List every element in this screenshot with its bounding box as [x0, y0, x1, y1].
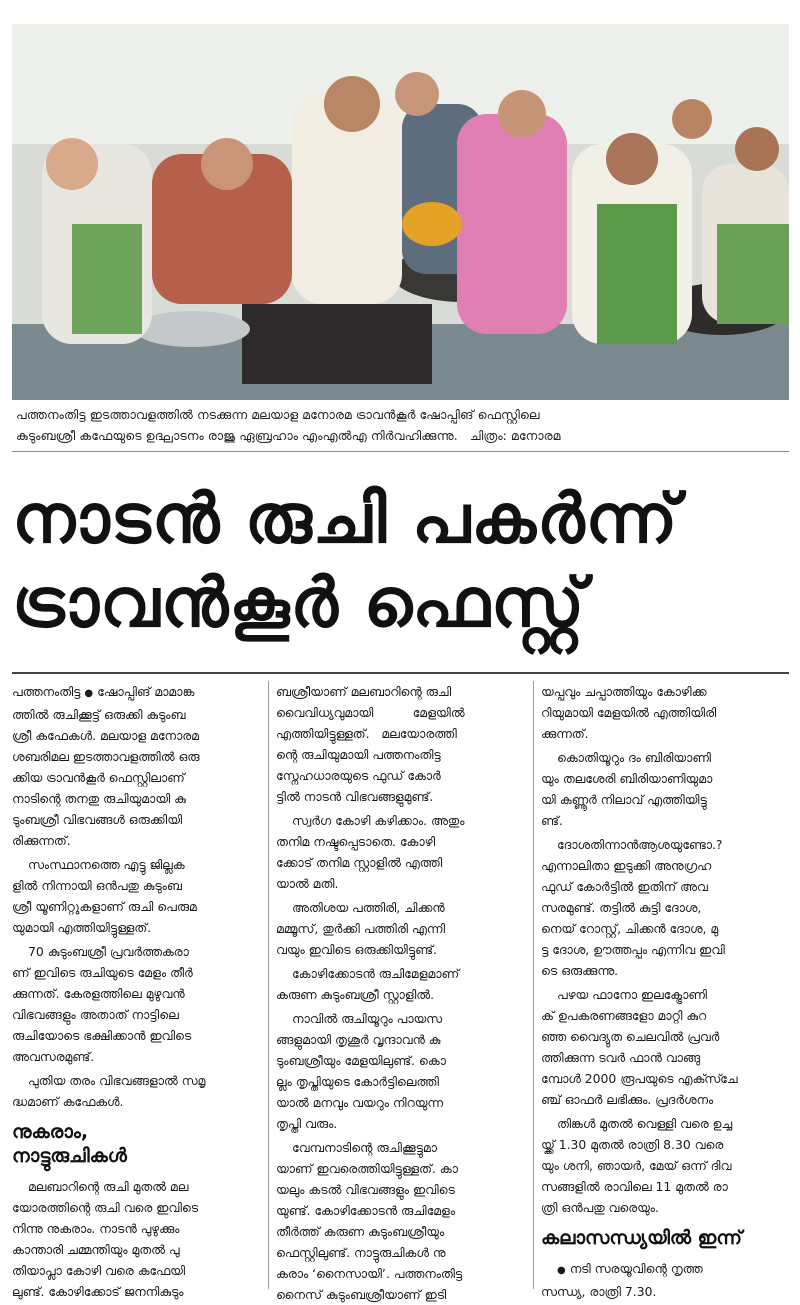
column3-para3: ദോശതിന്നാൻആശയുണ്ടോ.? എന്നാലിതാ ഇടുക്കി അനുഗ്രഹ ഫുഡ് കോർട്ടിൽ ഇതിന് അവ സരമുണ്ട്. തട്ടിൽ കുട്ടി ദോശ, നെയ് റോസ്റ്റ്, ചിക്കൻ ദോശ, മു ട്ട ദോശ, ഊത്തപ്പം എന്നിവ ഇവി ടെ ഒരുക്കുന്നു.	[541, 837, 725, 978]
column2-para6: വേമ്പനാടിന്റെ രുചിക്കൂട്ടുമാ യാണ് ഇവരെത്തിയിട്ടുള്ളത്. കാ യലും കടൽ വിഭവങ്ങളും ഇവിടെ യുണ്ട്. കോഴിക്കോടൻ രുചിമേളം തീർത്ത് കരുണ കുടുംബശ്രീയും ഫെസ്റ്റിലുണ്ട്. നാട്ടുരുചികൾ നു കരാം ‘നൈസായി’. പത്തനംതിട്ട നൈസ് കുടുംബശ്രീയാണ് ഇടി	[276, 1140, 463, 1302]
column2-para1: ബശ്രീയാണ് മലബാറിന്റെ രുചി വൈവിധ്യവുമായി മേളയിൽ എത്തിയിട്ടുള്ളത്. മലയോരത്തി ന്റെ രുചിയുമായി പത്തനംതിട്ട സ്നേഹധാരയുടെ ഫുഡ് കോർ ട്ടിൽ നാടൻ വിഭവങ്ങളുമുണ്ട്.	[276, 684, 465, 804]
column3-para2: കൊതിയൂറും ദം ബിരിയാണി യും തലശേരി ബിരിയാണിയുമാ യി കണ്ണൂർ നിലാവ് എത്തിയിട്ടു ണ്ട്.	[541, 750, 713, 828]
column1-para1: പത്തനംതിട്ട ● ഷോപ്പിങ് മാമാങ്ക ത്തിൽ രുചിക്കൂട്ട് ഒരുക്കി കുടുംബ ശ്രീ കഫേകൾ. മലയാള മനോരമ ശബരിമല ഇടത്താവളത്തിൽ ഒരു ക്കിയ ട്രാവൻകൂർ ഫെസ്റ്റിലാണ് നാടിന്റെ തനതു രുചിയുമായി കു ടുംബശ്രീ വിഭവങ്ങൾ ഒരുക്കിയി രിക്കുന്നത്.	[12, 684, 200, 848]
column1-para4: പുതിയ തരം വിഭവങ്ങളാൽ സമൃ ദ്ധമാണ് കഫേകൾ.	[12, 1073, 206, 1109]
dateline-bullet-icon: ●	[84, 688, 94, 699]
photo-credit: ചിത്രം: മനോരമ	[469, 428, 561, 443]
headline-line-2: ട്രാവൻകൂർ ഫെസ്റ്റ്	[12, 564, 586, 643]
caption-line-2-text: കുടുംബശ്രീ കഫേയുടെ ഉദ്ഘാടനം രാജു ഏബ്രഹാം എംഎൽഎ നിർവഹിക്കുന്നു.	[16, 428, 458, 443]
caption-line-2	[16, 425, 786, 446]
subheading-nukaram: നുകരാം, നാട്ടുരുചികൾ	[12, 1121, 127, 1167]
column2-para4: കോഴിക്കോടൻ രുചിമേളമാണ് കരുണ കുടുംബശ്രീ സ്റ്റാളിൽ.	[276, 966, 460, 1002]
news-photo-illustration	[12, 24, 789, 400]
column-divider-1	[268, 681, 269, 1289]
subheading-kalasandhya: കലാസന്ധ്യയിൽ ഇന്ന്	[541, 1227, 742, 1249]
dateline: പത്തനംതിട്ട	[12, 684, 81, 699]
column-divider-2	[533, 681, 534, 1289]
photo-caption	[16, 404, 786, 446]
column3-para5: തിങ്കൾ മുതൽ വെള്ളി വരെ ഉച്ച യ്ക്ക് 1.30 മുതൽ രാത്രി 8.30 വരെ യും ശനി, ഞായർ, മേയ് ഒന്ന് ദിവ സങ്ങളിൽ രാവിലെ 11 മുതൽ രാ ത്രി ഒൻപതു വരെയും.	[541, 1116, 733, 1215]
column2-para2: സ്വർഗ കോഴി കഴിക്കാം. അതും തനിമ നഷ്ടപ്പെടാതെ. കോഴി ക്കോട് തനിമ സ്റ്റാളിൽ എത്തി യാൽ മതി.	[276, 813, 465, 891]
headline	[12, 478, 792, 646]
article-column-1	[12, 681, 260, 1299]
headline-divider	[12, 672, 789, 674]
caption-divider	[12, 451, 789, 452]
caption-line-1: പത്തനംതിട്ട ഇടത്താവളത്തിൽ നടക്കുന്ന മലയാള മനോരമ ട്രാവൻകൂർ ഷോപ്പിങ് ഫെസ്റ്റിലെ	[16, 407, 540, 422]
article-column-2	[276, 681, 524, 1302]
column3-para6: ● നടി സരയൂവിന്റെ നൃത്ത സന്ധ്യ, രാത്രി 7.30.	[541, 1261, 703, 1299]
column1-para3: 70 കുടുംബശ്രീ പ്രവർത്തകരാ ണ് ഇവിടെ രുചിയുടെ മേളം തീർ ക്കുന്നത്. കേരളത്തിലെ മുഴുവൻ വിഭവങ്ങളും അതാത് നാട്ടിലെ രുചിയോടെ ഭക്ഷിക്കാൻ ഇവിടെ അവസരമുണ്ട്.	[12, 944, 193, 1064]
column1-para5: മലബാറിന്റെ രുചി മുതൽ മല യോരത്തിന്റെ രുചി വരെ ഇവിടെ നിന്നു നുകരാം. നാടൻ പുഴുക്കും കാന്താരി ചമ്മന്തിയും മുതൽ പു തിയാപ്ലാ കോഴി വരെ കഫേയി ലുണ്ട്. കോഴിക്കോട് ജനനികുടും	[12, 1179, 199, 1299]
headline-line-1: നാടൻ രുചി പകർന്ന്	[12, 480, 679, 559]
column2-para5: നാവിൽ രുചിയൂറും പായസ ങ്ങളുമായി തൃശൂർ വൃന്ദാവൻ കു ടുംബശ്രീയും മേളയിലുണ്ട്. കൊ ല്ലം തൃപ്തിയുടെ കോർട്ടിലെത്തി യാൽ മനവും വയറും നിറയുന്ന തൃപ്തി വരും.	[276, 1011, 446, 1131]
column3-para4: പഴയ ഫാനോ ഇലക്ട്രോണി ക് ഉപകരണങ്ങളോ മാറ്റി കുറ ഞ്ഞ വൈദ്യുത ചെലവിൽ പ്രവർ ത്തിക്കുന്ന ടവർ ഫാൻ വാങ്ങു മ്പോൾ 2000 രൂപയുടെ എക്സ്ചേ ഞ്ച് ഓഫർ ലഭിക്കും. പ്രദർശനം	[541, 987, 738, 1107]
article-column-3	[541, 681, 789, 1299]
column2-para3: അതിശയ പത്തിരി, ചിക്കൻ മമ്മൂസ്, തുർക്കി പത്തിരി എന്നി വയും ഇവിടെ ഒരുക്കിയിട്ടുണ്ട്.	[276, 900, 446, 957]
column1-para2: സംസ്ഥാനത്തെ എട്ടു ജില്ലക ളിൽ നിന്നായി ഒൻപതു കുടുംബ ശ്രീ യൂണിറ്റുകളാണ് രുചി പെരുമ യുമായി എത്തിയിട്ടുള്ളത്.	[12, 857, 197, 935]
column3-para1: യപ്പവും ചപ്പാത്തിയും കോഴിക്ക റിയുമായി മേളയിൽ എത്തിയിരി ക്കുന്നത്.	[541, 684, 717, 741]
bullet-icon: ●	[557, 1265, 566, 1276]
news-photo	[12, 24, 789, 400]
